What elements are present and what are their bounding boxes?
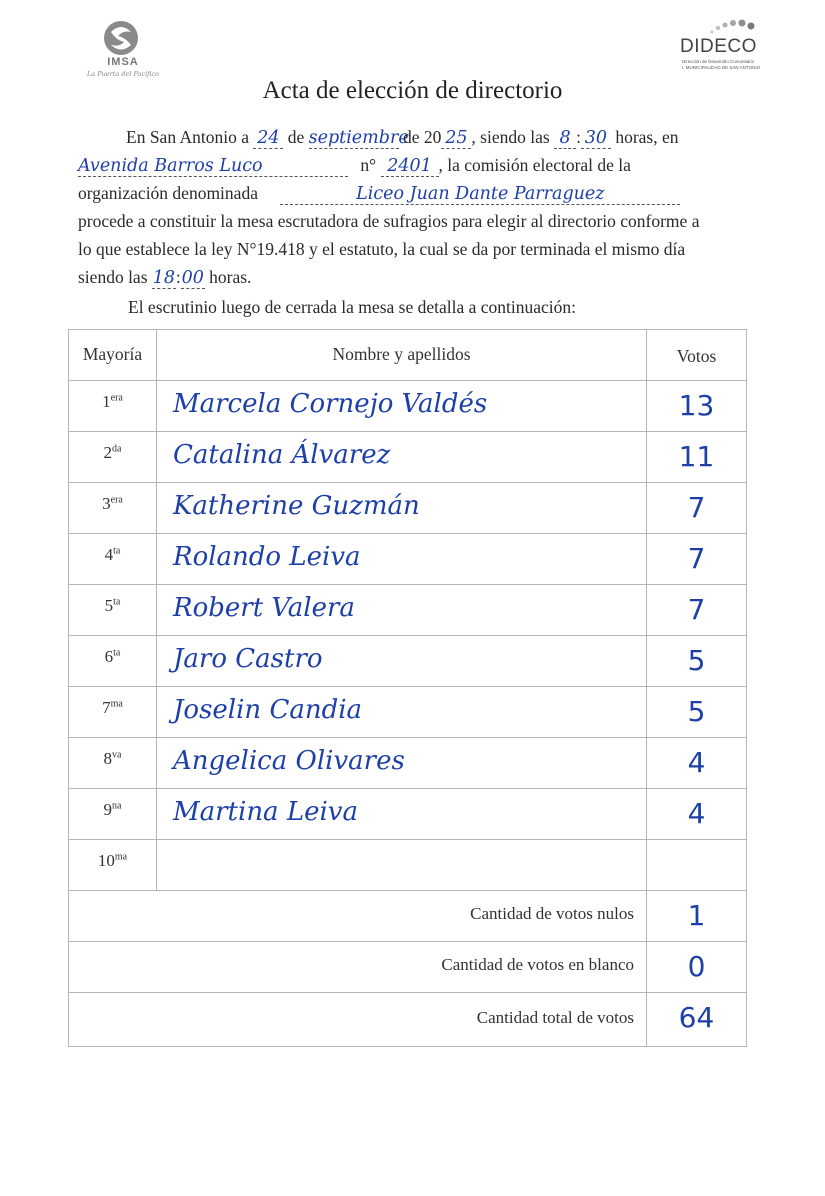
- table-row-5-name: [156, 584, 647, 636]
- summary-null-label: Cantidad de votos nulos: [470, 904, 634, 923]
- rank-suffix: era: [110, 392, 123, 404]
- street-number-field: 2401: [381, 156, 439, 177]
- table-row-3-name: [156, 482, 647, 534]
- table-row-3-votes: [646, 482, 747, 534]
- rank-number: 9: [103, 800, 113, 819]
- table-row-7-rank: [68, 686, 157, 738]
- table-row-9-rank: [68, 788, 157, 840]
- rank-number: 2: [103, 443, 113, 462]
- candidate-votes: 13: [678, 389, 715, 422]
- table-row-9-name: [156, 788, 647, 840]
- intro-text: En San Antonio a: [126, 127, 249, 147]
- intro-text: siendo las: [78, 267, 148, 287]
- month-field: septiembre: [308, 128, 409, 148]
- intro-text: de: [287, 127, 305, 147]
- rank-suffix: ta: [113, 647, 121, 659]
- rank-suffix: ta: [113, 596, 121, 608]
- year-field: 25: [441, 128, 471, 149]
- candidate-votes: 7: [687, 593, 706, 626]
- intro-line-4: procede a constituir la mesa escrutadora de sufragios para elegir al directorio conforme a: [78, 211, 700, 231]
- imsa-logo-text: IMSA: [107, 56, 139, 68]
- table-row-7-votes: [646, 686, 747, 738]
- table-row-5-votes: [646, 584, 747, 636]
- candidate-name: Martina Leiva: [173, 797, 358, 827]
- table-row-6-name: [156, 635, 647, 687]
- end-hour-field: 18: [152, 268, 176, 288]
- table-row-4-rank: [68, 533, 157, 585]
- summary-null-value: 1: [687, 899, 706, 932]
- table-row-4-votes: [646, 533, 747, 585]
- rank-suffix: na: [112, 800, 122, 812]
- rank-suffix: da: [112, 443, 122, 455]
- summary-null-value-cell: [646, 890, 747, 942]
- start-hour-field: 8: [554, 128, 576, 149]
- imsa-tagline: La Puerta del Pacífico: [86, 70, 160, 78]
- header-name-label: Nombre y apellidos: [332, 344, 471, 364]
- candidate-name: Robert Valera: [173, 593, 355, 623]
- rank-suffix: ma: [114, 851, 128, 863]
- rank-number: 10: [97, 851, 115, 870]
- table-row-6-rank: [68, 635, 157, 687]
- table-row-10-name: [156, 839, 647, 891]
- table-row-3-rank: [68, 482, 157, 534]
- dideco-logo-text: DIDECO: [680, 36, 757, 57]
- rank-number: 6: [104, 647, 114, 666]
- rank-number: 4: [104, 545, 114, 564]
- dideco-subline-1: Dirección de Desarrollo Comunitario: [682, 59, 755, 64]
- candidate-name: Catalina Álvarez: [173, 440, 391, 470]
- rank-suffix: era: [110, 494, 123, 506]
- rank-number: 8: [103, 749, 113, 768]
- intro-text: organización denominada: [78, 183, 258, 203]
- number-label: n°: [360, 155, 377, 175]
- intro-line-6: [78, 267, 251, 295]
- table-row-1-votes: [646, 380, 747, 432]
- organization-field: Liceo Juan Dante Parraguez: [280, 184, 680, 205]
- candidate-name: Jaro Castro: [173, 644, 323, 674]
- table-row-7-name: [156, 686, 647, 738]
- start-minute-field: 30: [581, 128, 611, 149]
- summary-total-value-cell: [646, 992, 747, 1047]
- candidate-name: Katherine Guzmán: [173, 491, 420, 521]
- header-cell-rank: [68, 329, 157, 381]
- summary-blank-value-cell: [646, 941, 747, 993]
- time-colon: :: [576, 127, 581, 147]
- intro-line-5: lo que establece la ley N°19.418 y el estatuto, la cual se da por terminada el mismo día: [78, 239, 686, 259]
- summary-null-label-cell: [68, 890, 647, 942]
- rank-suffix: ma: [110, 698, 123, 710]
- summary-blank-label: Cantidad de votos en blanco: [441, 955, 634, 974]
- candidate-votes: 7: [687, 491, 706, 524]
- table-row-6-votes: [646, 635, 747, 687]
- intro-text: horas, en: [615, 127, 679, 147]
- candidate-name: Angelica Olivares: [173, 746, 405, 776]
- day-field: 24: [253, 128, 283, 149]
- header-rank-label: Mayoría: [82, 344, 143, 364]
- time-colon: :: [175, 267, 181, 287]
- summary-blank-value: 0: [687, 950, 706, 983]
- intro-text: , la comisión electoral de la: [438, 155, 631, 175]
- rank-number: 5: [104, 596, 114, 615]
- candidate-name: Joselin Candia: [173, 695, 363, 725]
- intro-line-7: El escrutinio luego de cerrada la mesa se detalla a continuación:: [128, 297, 577, 317]
- dideco-subline-2: I. MUNICIPALIDAD DE SAN ANTONIO: [682, 65, 761, 70]
- rank-number: 3: [102, 494, 111, 513]
- table-row-2-name: [156, 431, 647, 483]
- candidate-votes: 4: [687, 797, 706, 830]
- header-cell-votes: [646, 329, 747, 381]
- table-row-9-votes: [646, 788, 747, 840]
- candidate-votes: 5: [687, 695, 706, 728]
- rank-number: 1: [102, 392, 111, 411]
- candidate-votes: 5: [687, 644, 706, 677]
- rank-suffix: ta: [113, 545, 121, 557]
- table-row-8-name: [156, 737, 647, 789]
- summary-total-label-cell: [68, 992, 647, 1047]
- page-title: Acta de elección de directorio: [262, 77, 563, 104]
- table-row-1-name: [156, 380, 647, 432]
- rank-number: 7: [102, 698, 111, 717]
- table-row-1-rank: [68, 380, 157, 432]
- intro-text: , siendo las: [471, 127, 550, 147]
- header-votes-label: Votos: [676, 346, 717, 366]
- intro-text: horas.: [209, 267, 252, 287]
- results-table: [68, 329, 747, 1047]
- intro-line-3: [78, 183, 680, 211]
- table-row-4-name: [156, 533, 647, 585]
- summary-total-value: 64: [678, 1001, 715, 1034]
- end-minute-field: 00: [181, 268, 204, 288]
- candidate-votes: 7: [687, 542, 706, 575]
- summary-blank-label-cell: [68, 941, 647, 993]
- intro-line-1: [126, 127, 679, 155]
- intro-line-2: [78, 155, 631, 183]
- header-cell-name: [156, 329, 647, 381]
- dideco-logo: [672, 18, 772, 78]
- table-row-2-votes: [646, 431, 747, 483]
- table-row-8-rank: [68, 737, 157, 789]
- candidate-name: Rolando Leiva: [173, 542, 361, 572]
- street-field: Avenida Barros Luco: [78, 156, 348, 177]
- candidate-votes: 4: [687, 746, 706, 779]
- table-row-8-votes: [646, 737, 747, 789]
- intro-text: de 20: [403, 127, 442, 147]
- table-row-5-rank: [68, 584, 157, 636]
- summary-total-label: Cantidad total de votos: [476, 1008, 634, 1027]
- rank-suffix: va: [112, 749, 122, 761]
- table-row-10-rank: [68, 839, 157, 891]
- candidate-votes: 11: [678, 440, 715, 473]
- table-row-10-votes: [646, 839, 747, 891]
- table-row-2-rank: [68, 431, 157, 483]
- candidate-name: Marcela Cornejo Valdés: [173, 389, 488, 419]
